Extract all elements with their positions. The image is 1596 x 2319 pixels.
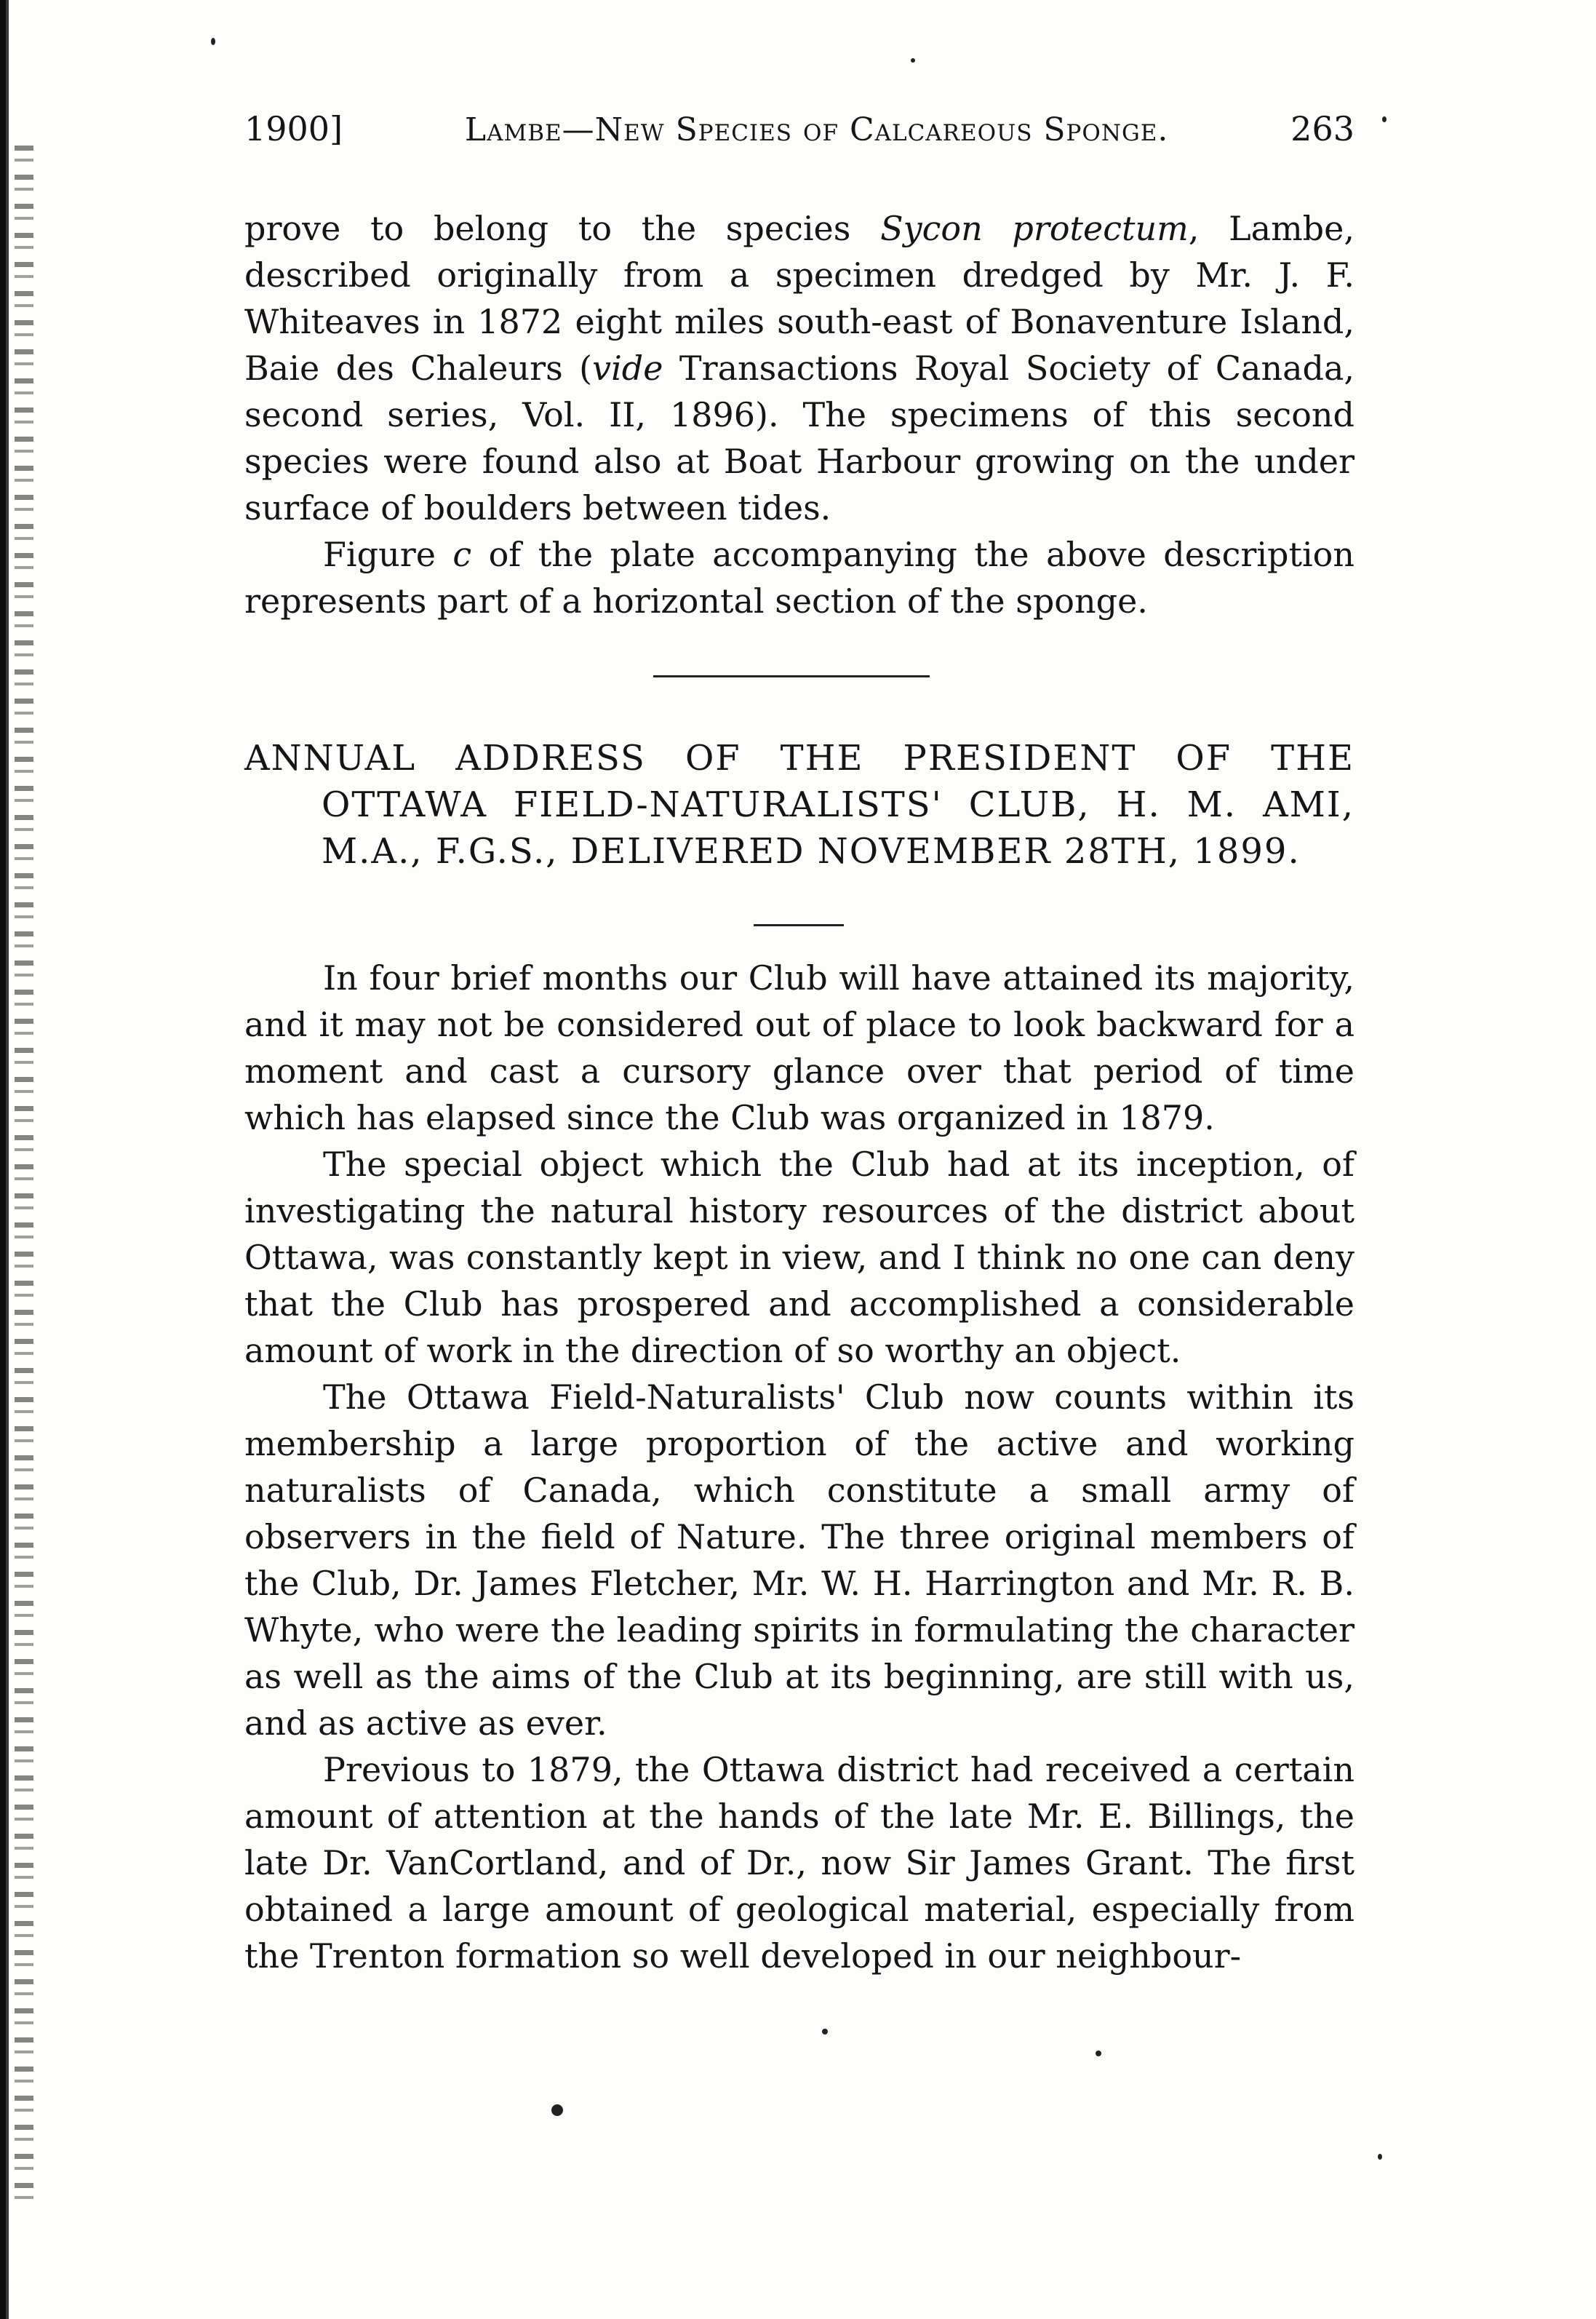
address-heading (244, 735, 1354, 875)
ink-speck (911, 58, 915, 63)
header-title: Lambe—New Species of Calcareous Sponge. (464, 111, 1169, 148)
ink-speck (822, 2029, 828, 2034)
paragraph-species: prove to belong to the species Sycon protectum, Lambe, described originally from a specimen dredged by Mr. J. F. Whiteaves in 1872 eight miles south-east of Bonaventure Island, Baie des Chaleurs (vide Transactions Royal Society of Canada, second series, Vol. II, 1896). The specimens of this second species were found also at Boat Harbour growing on the under surface of boulders between tides. (244, 209, 1354, 528)
ink-speck (1382, 116, 1386, 122)
binding-edge (0, 0, 12, 2319)
figure-letter: c (452, 535, 472, 574)
ink-speck (551, 2104, 563, 2116)
heading-divider (754, 924, 844, 926)
running-head (244, 109, 1354, 175)
section-divider (653, 675, 930, 677)
heading-line-2: OTTAWA FIELD-NATURALISTS' CLUB, H. M. AMI, (322, 784, 1354, 825)
ink-speck (1096, 2050, 1101, 2056)
ink-speck (1378, 2154, 1382, 2160)
page-number: 263 (1290, 109, 1354, 148)
address-paragraph-1: In four brief months our Club will have attained its majority, and it may not be considered out of place to look backward for a moment and cast a cursory glance over that period of time which has elapsed since the Club was organized in 1879. (244, 958, 1354, 1137)
address-paragraph-2: The special object which the Club had at its inception, of investigating the natural history resources of the district about Ottawa, was constantly kept in view, and I think no one can deny that the Club has prospered and accomplished a considerable amount of work in the direction of so worthy an object. (244, 1145, 1354, 1370)
sponge-continuation (244, 205, 1354, 624)
heading-line-1: ANNUAL ADDRESS OF THE PRESIDENT OF THE (244, 738, 1354, 779)
header-year: 1900] (244, 109, 343, 148)
address-paragraph-3: The Ottawa Field-Naturalists' Club now counts within its membership a large proportion of the active and working naturalists of Canada, which constitute a small army of observers in the field of Nature. The three original members of the Club, Dr. James Fletcher, Mr. W. H. Harrington and Mr. R. B. Whyte, who were the leading spirits in formulating the character as well as the aims of the Club at its beginning, are still with us, and as active as ever. (244, 1377, 1354, 1743)
address-body (244, 955, 1354, 1979)
paragraph-figure: Figure c of the plate accompanying the above description represents part of a horizontal section of the sponge. (244, 535, 1354, 621)
species-name: Sycon protectum (880, 209, 1189, 248)
heading-line-3: M.A., F.G.S., DELIVERED NOVEMBER 28TH, 1899. (322, 831, 1301, 872)
address-paragraph-4: Previous to 1879, the Ottawa district had received a certain amount of attention at the hands of the late Mr. E. Billings, the late Dr. VanCortland, and of Dr., now Sir James Grant. The first obtained a large amount of geological material, especially from the Trenton formation so well developed in our neighbour- (244, 1750, 1354, 1976)
binding-spine-marks (15, 146, 33, 2212)
ink-speck (211, 38, 215, 45)
